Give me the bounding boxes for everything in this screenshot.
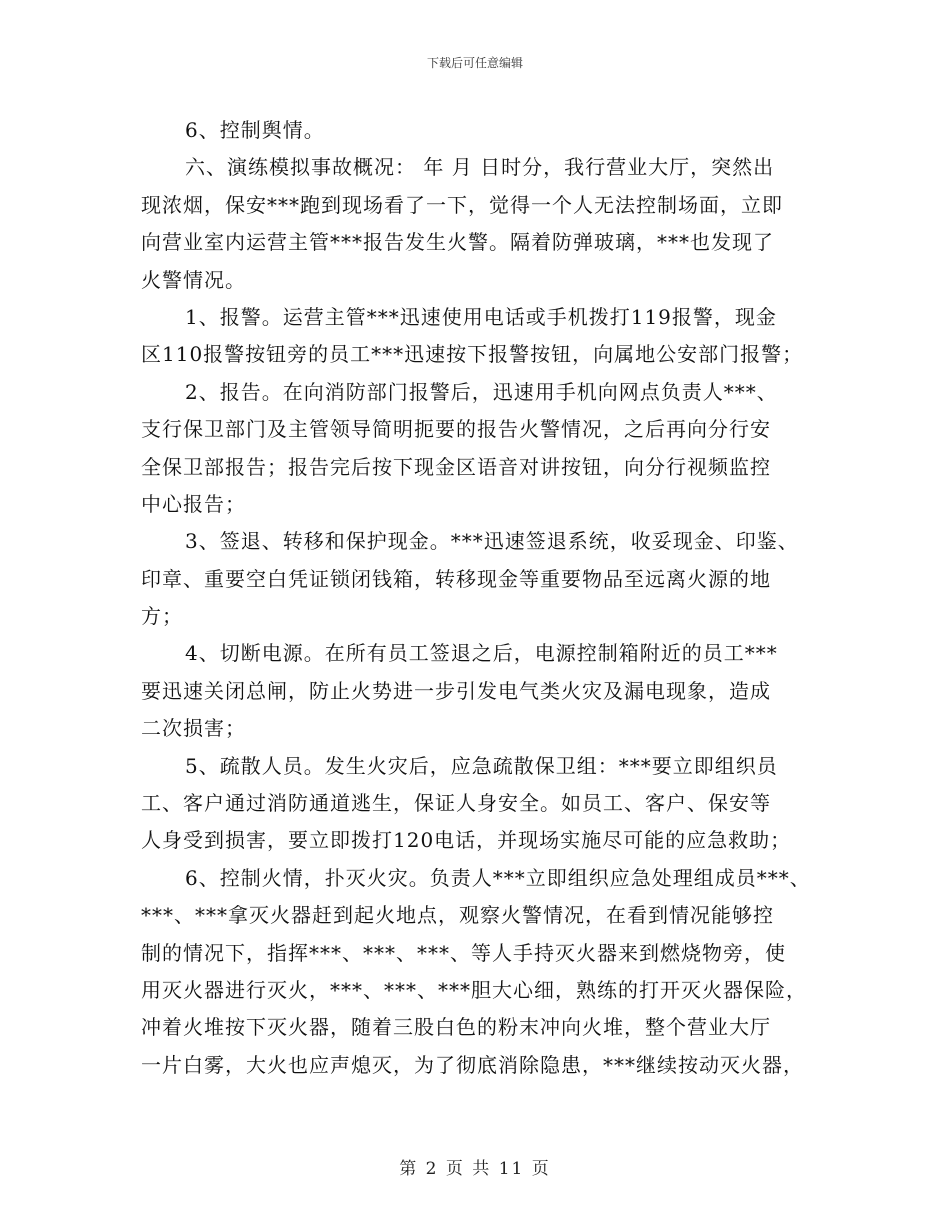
paragraph-line: 2、报告。在向消防部门报警后，迅速用手机向网点负责人***、 — [185, 379, 778, 404]
paragraph-line: 六、演练模拟事故概况： 年 月 日时分，我行营业大厅，突然出 — [185, 155, 775, 180]
paragraph-line: 4、切断电源。在所有员工签退之后，电源控制箱附近的员工*** — [185, 641, 778, 666]
paragraph-line: 3、签退、转移和保护现金。***迅速签退系统，收妥现金、印鉴、 — [185, 529, 799, 554]
paragraph-line: 二次损害； — [141, 716, 246, 741]
paragraph-line: 中心报告； — [141, 491, 246, 516]
paragraph-line: 工、客户通过消防通道逃生，保证人身安全。如员工、客户、保安等 — [141, 791, 771, 816]
paragraph-line: 人身受到损害，要立即拨打120电话，并现场实施尽可能的应急救助； — [141, 828, 792, 853]
paragraph-line: 制的情况下，指挥***、***、***、等人手持灭火器来到燃烧物旁，使 — [141, 940, 786, 965]
paragraph-line: 5、疏散人员。发生火灾后，应急疏散保卫组：***要立即组织员 — [185, 753, 778, 778]
paragraph-line: 全保卫部报告；报告完后按下现金区语音对讲按钮，向分行视频监控 — [141, 454, 771, 479]
paragraph-line: 方； — [141, 604, 183, 629]
paragraph-line: 冲着火堆按下灭火器，随着三股白色的粉末冲向火堆，整个营业大厅 — [141, 1015, 771, 1040]
paragraph-line: 6、控制火情，扑灭火灾。负责人***立即组织应急处理组成员***、 — [185, 865, 811, 890]
paragraph-line: 火警情况。 — [141, 267, 246, 292]
paragraph-line: 用灭火器进行灭火，***、***、***胆大心细，熟练的打开灭火器保险， — [141, 977, 807, 1002]
paragraph-line: 向营业室内运营主管***报告发生火警。隔着防弹玻璃，***也发现了 — [141, 230, 774, 255]
paragraph-line: 要迅速关闭总闸，防止火势进一步引发电气类火灾及漏电现象，造成 — [141, 678, 771, 703]
document-body — [141, 112, 831, 1084]
paragraph-line: 现浓烟，保安***跑到现场看了一下，觉得一个人无法控制场面，立即 — [141, 192, 783, 217]
paragraph-line: 支行保卫部门及主管领导简明扼要的报告火警情况，之后再向分行安 — [141, 417, 771, 442]
paragraph-line: 6、控制舆情。 — [185, 118, 325, 142]
paragraph-line: 印章、重要空白凭证锁闭钱箱，转移现金等重要物品至远离火源的地 — [141, 566, 771, 591]
paragraph-line: 区110报警按钮旁的员工***迅速按下报警按钮，向属地公安部门报警； — [141, 342, 804, 367]
page-number-footer: 第 2 页 共 11 页 — [399, 1159, 551, 1179]
page-header: 下载后可任意编辑 — [426, 56, 523, 70]
paragraph-line: 1、报警。运营主管***迅速使用电话或手机拨打119报警，现金 — [185, 304, 777, 329]
paragraph-line: 一片白雾，大火也应声熄灭，为了彻底消除隐患，***继续按动灭火器， — [141, 1052, 804, 1077]
paragraph-line: ***、***拿灭火器赶到起火地点，观察火警情况，在看到情况能够控 — [141, 903, 774, 928]
